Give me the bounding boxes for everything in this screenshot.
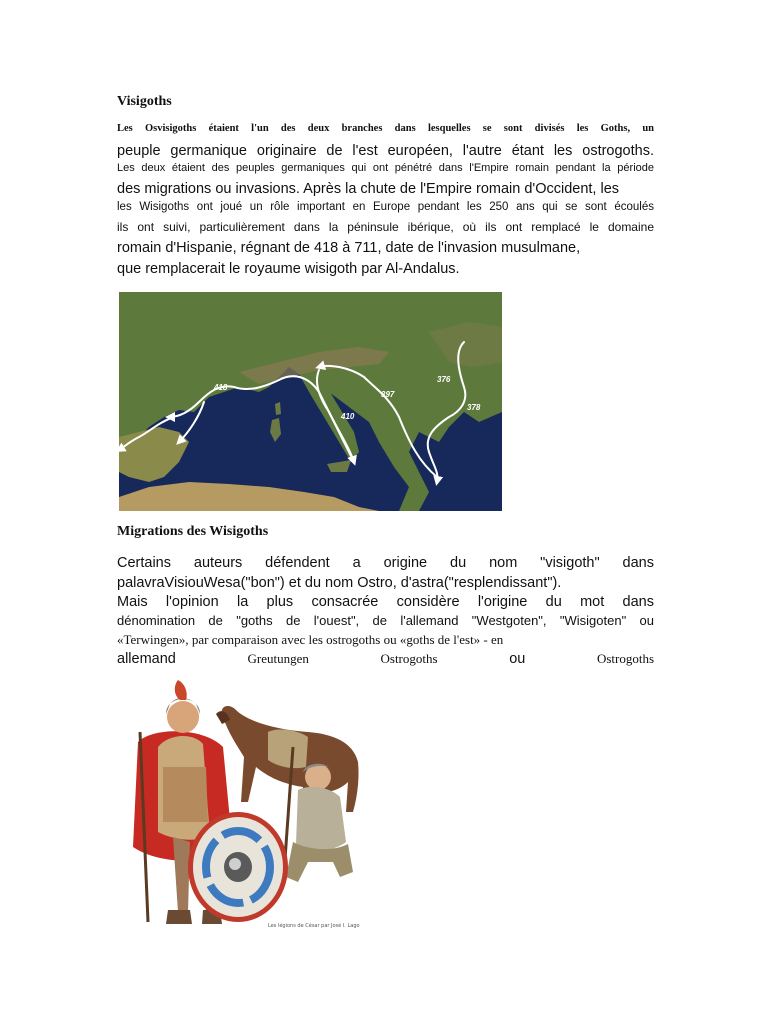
paragraph-line: palavraVisiouWesa("bon") et du nom Ostro, d'astra("resplendissant"). (117, 575, 562, 591)
map-label: 378 (467, 403, 481, 412)
paragraph-line: des migrations ou invasions. Après la chute de l'Empire romain d'Occident, les (117, 181, 620, 197)
paragraph-line: Mais l'opinion la plus consacrée considère l'origine du mot dans (117, 594, 654, 610)
paragraph-line: les Wisigoths ont joué un rôle important en Europe pendant les 250 ans qui se sont écoulés (117, 201, 654, 213)
paragraph-line (117, 652, 654, 667)
word: Ostrogoths (596, 651, 655, 666)
paragraph-line: romain d'Hispanie, régnant de 418 à 711, date de l'invasion musulmane, (117, 240, 581, 256)
section-heading: Migrations des Wisigoths (117, 524, 269, 539)
warriors-illustration (118, 672, 368, 938)
paragraph-line: Certains auteurs défendent a origine du nom "visigoth" dans (117, 555, 654, 571)
corsica (275, 402, 281, 415)
map-label: 397 (381, 390, 395, 399)
word: allemand (117, 651, 176, 667)
shield (188, 812, 288, 922)
map-label: 410 (341, 412, 355, 421)
paragraph-line: peuple germanique originaire de l'est européen, l'autre étant les ostrogoths. (117, 143, 654, 159)
paragraph-line: que remplacerait le royaume wisigoth par Al-Andalus. (117, 261, 460, 277)
word: Ostrogoths (380, 651, 438, 666)
word: ou (509, 651, 526, 667)
page-title: Visigoths (117, 94, 172, 109)
map-label: 376 (437, 375, 451, 384)
paragraph-line: Les Osvisigoths étaient l'un des deux branches dans lesquelles se sont divisés les Goths, un (117, 123, 654, 134)
map-label: 418 (214, 383, 228, 392)
paragraph-line: ils ont suivi, particulièrement dans la péninsule ibérique, où ils ont remplacé le domaine (117, 220, 654, 234)
word: Greutungen (247, 651, 309, 666)
illustration-caption: Les légions de César par José I. Lago (268, 923, 360, 929)
paragraph-line: «Terwingen», par comparaison avec les ostrogoths ou «goths de l'est» - en (117, 632, 504, 647)
migration-map (119, 292, 502, 511)
paragraph-line: Les deux étaient des peuples germaniques qui ont pénétré dans l'Empire romain pendant la période (117, 162, 654, 174)
paragraph-line: dénomination de "goths de l'ouest", de l'allemand "Westgoten", "Wisigoten" ou (117, 613, 654, 628)
